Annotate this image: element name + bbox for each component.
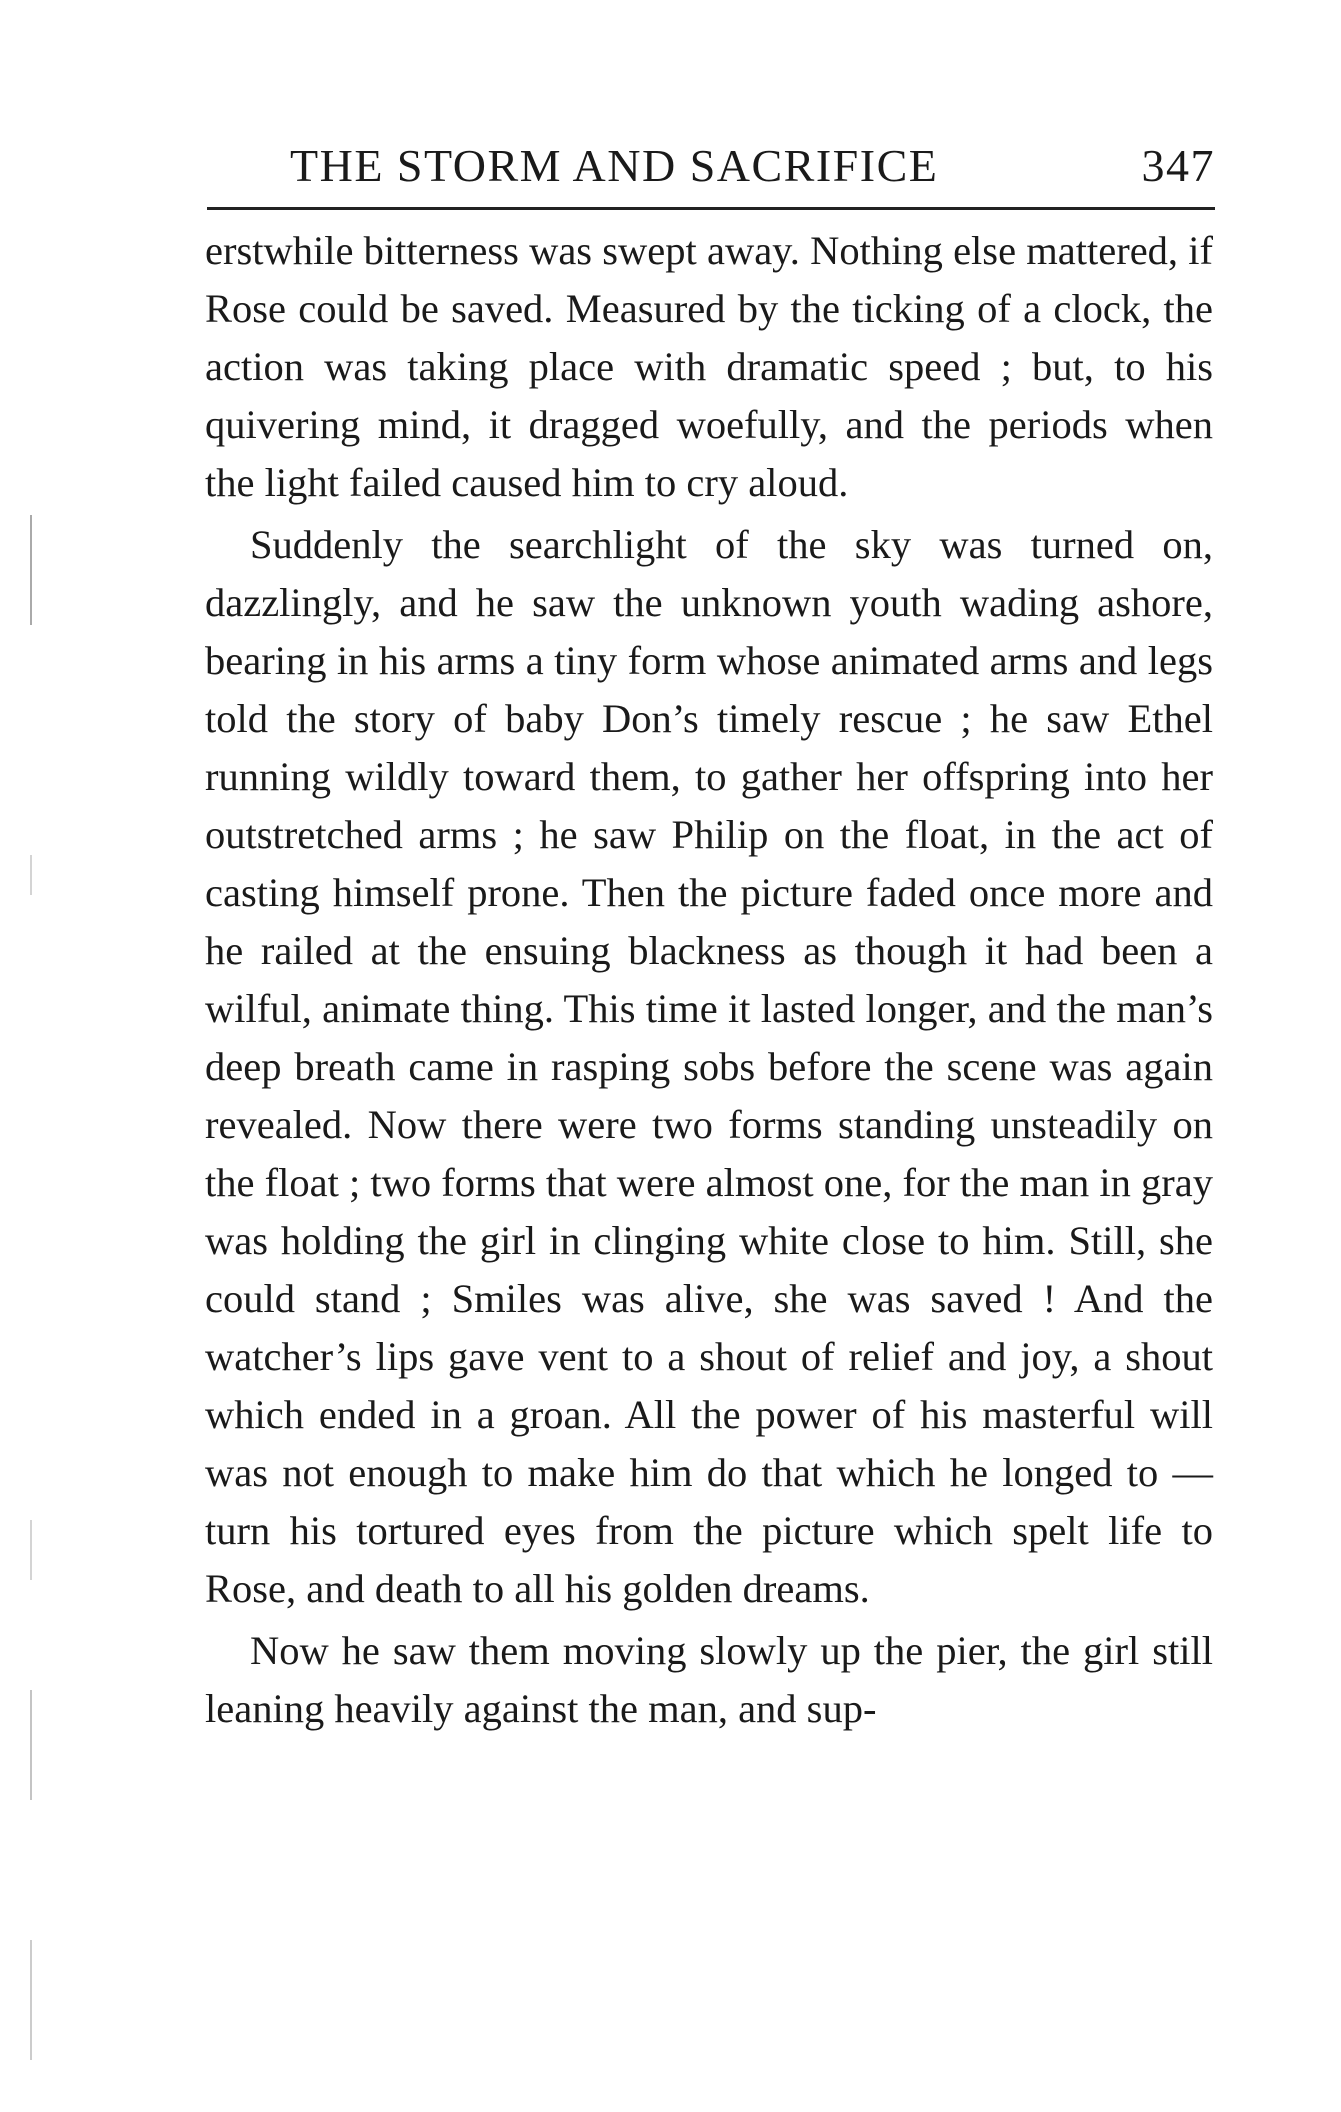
- paragraph-2: Suddenly the searchlight of the sky was turned on, dazzlingly, and he saw the unknown youth wading ashore, bearing in his arms a tiny form whose animated arms and legs told the story of baby Don’s timely rescue ; he saw Ethel running wildly toward them, to gather her offspring into her outstretched arms ; he saw Philip on the float, in the act of casting himself prone. Then the picture faded once more and he railed at the ensuing blackness as though it had been a wilful, animate thing. This time it lasted longer, and the man’s deep breath came in rasping sobs before the scene was again revealed. Now there were two forms standing unsteadily on the float ; two forms that were almost one, for the man in gray was holding the girl in clinging white close to him. Still, she could stand ; Smiles was alive, she was saved ! And the watcher’s lips gave vent to a shout of relief and joy, a shout which ended in a groan. All the power of his masterful will was not enough to make him do that which he longed to — turn his tortured eyes from the picture which spelt life to Rose, and death to all his golden dreams.: [205, 522, 1213, 1611]
- running-header: [205, 136, 1215, 196]
- scan-mark: [30, 1520, 32, 1580]
- scan-mark: [30, 855, 32, 895]
- scan-mark: [30, 515, 32, 625]
- page-number: 347: [1141, 140, 1215, 191]
- chapter-title: THE STORM AND SACRIFICE: [290, 140, 939, 191]
- scan-mark: [30, 1690, 32, 1800]
- scan-mark: [30, 1940, 32, 2060]
- body-text: [205, 222, 1213, 1742]
- paragraph-3: Now he saw them moving slowly up the pier, the girl still leaning heavily against the man, and sup-: [205, 1628, 1213, 1731]
- header-rule: [207, 207, 1215, 210]
- paragraph-1: erstwhile bitterness was swept away. Nothing else mattered, if Rose could be saved. Measured by the ticking of a clock, the action was taking place with dramatic speed ; but, to his quivering mind, it dragged woefully, and the periods when the light failed caused him to cry aloud.: [205, 228, 1213, 505]
